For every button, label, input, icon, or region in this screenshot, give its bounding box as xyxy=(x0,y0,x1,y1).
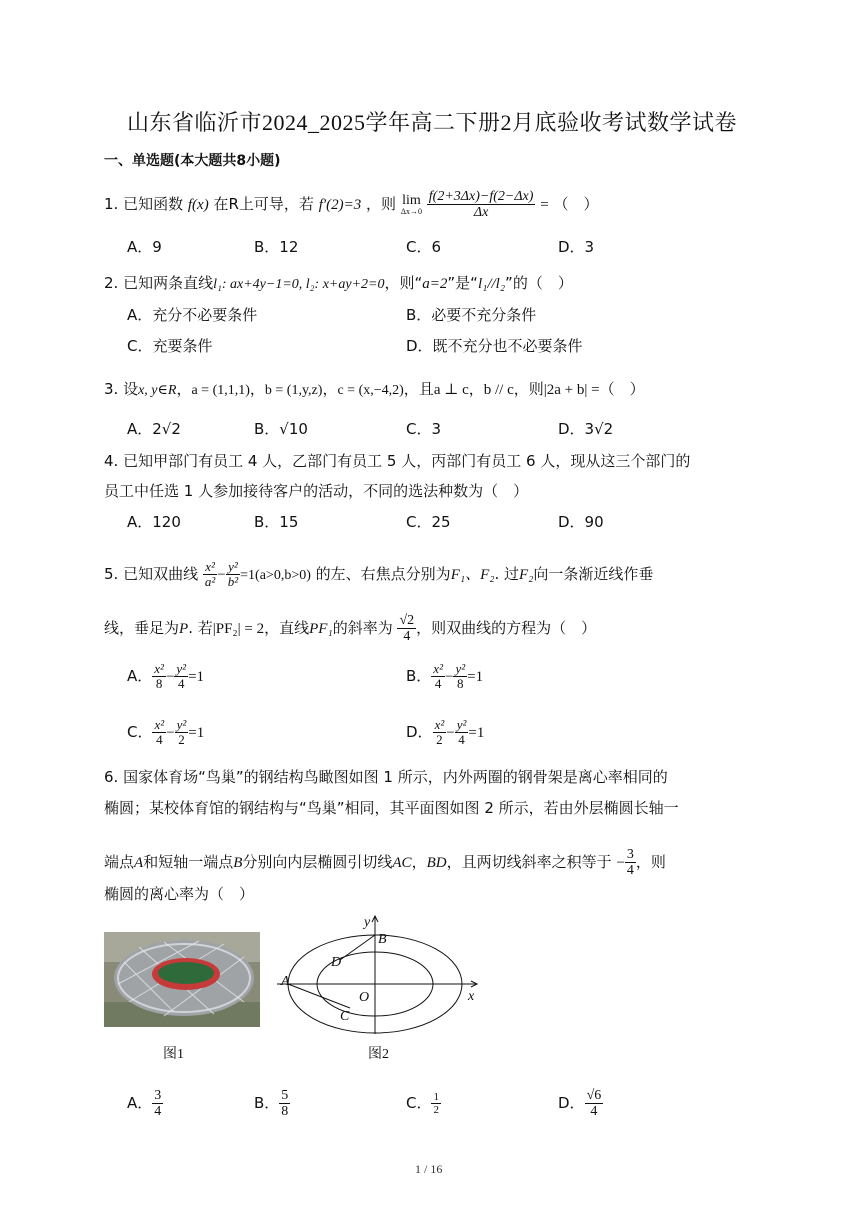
q6-option-c: C． $\frac{1}{2}$ xyxy=(406,1090,439,1116)
q5-equation: =1(a>0,b>0) xyxy=(240,568,311,583)
label-c: C xyxy=(340,1009,350,1024)
q4-option-d: D．90 xyxy=(558,513,604,531)
q2-condition: a=2 xyxy=(422,276,448,292)
q5-pf2: |PF₂| = 2 xyxy=(212,621,265,637)
q1-option-d: D．3 xyxy=(558,238,595,256)
label-x: x xyxy=(468,989,475,1004)
question-1: 1. 已知函数 f(x) 在R上可导，若 f′(2)=3 ，则 lim Δx→0 $\frac{f(2+3\Delta x)-f(2-\Delta x)}{\Delta x}$ = （ ） xyxy=(104,188,599,220)
q1-option-b: B．12 xyxy=(254,238,299,256)
q1-fraction: $\frac{f(2+3\Delta x)-f(2-\Delta x)}{\Delta x}$ xyxy=(428,188,534,220)
q5-pf1: PF₁ xyxy=(309,621,333,637)
q2-option-a: A．充分不必要条件 xyxy=(127,306,258,324)
q4-option-c: C．25 xyxy=(406,513,451,531)
question-6-line2: 椭圆；某校体育馆的钢结构与“鸟巢”相同，其平面图如图 2 所示，若由外层椭圆长轴一 xyxy=(104,799,679,817)
q1-prefix: 1. 已知函数 xyxy=(104,195,184,213)
q6-tangent-ac: AC xyxy=(392,855,412,871)
q5-option-a: A． $\frac{\text{x²}}{8}$ − $\frac{\text{y²}}{4}$ =1 xyxy=(127,660,205,691)
label-y: y xyxy=(364,915,371,930)
question-5-line2: 线，垂足为P. 若|PF₂| = 2，直线PF₁的斜率为 $\frac{√2}{4}$ ，则双曲线的方程为（ ） xyxy=(104,612,597,644)
q3-expression: |2a + b| = xyxy=(543,382,600,398)
q3-parallel: b // c xyxy=(483,382,514,398)
section-heading: 一、单选题(本大题共8小题) xyxy=(104,153,281,169)
q2-option-c: C．充要条件 xyxy=(127,337,213,355)
q3-option-c: C．3 xyxy=(406,420,442,438)
q2-option-d: D．既不充分也不必要条件 xyxy=(406,337,583,355)
q5-option-c: C． $\frac{\text{x²}}{4}$ − $\frac{\text{y²}}{2}$ =1 xyxy=(127,716,205,747)
bird-nest-photo xyxy=(104,932,260,1027)
q3-option-b: B．√10 xyxy=(254,420,308,438)
q5-foci: F₁、F₂ xyxy=(450,567,495,583)
q3-vector-b: b = (1,y,z) xyxy=(264,383,323,398)
q3-option-a: A．2√2 xyxy=(127,420,181,438)
q5-point-p: P xyxy=(179,621,189,637)
q3-perp: a ⊥ c xyxy=(433,382,469,398)
label-a: A xyxy=(281,974,290,989)
label-d: D xyxy=(331,955,342,970)
q4-option-a: A．120 xyxy=(127,513,181,531)
q4-option-b: B．15 xyxy=(254,513,299,531)
figure-2-caption: 图2 xyxy=(368,1047,389,1062)
q1-condition: f′(2)=3 xyxy=(318,197,362,213)
page-number: 1 / 16 xyxy=(415,1162,443,1176)
q1-text: 在R上可导，若 xyxy=(213,195,314,213)
tangent-bd xyxy=(340,935,375,960)
page-title: 山东省临沂市2024_2025学年高二下册2月底验收考试数学试卷 xyxy=(127,110,738,135)
tangent-ac xyxy=(288,984,350,1008)
question-3: 3. 设x, y∈R，a = (1,1,1)，b = (1,y,z)，c = (x,−4,2)，且a ⊥ c，b // c，则|2a + b| =（ ） xyxy=(104,380,645,398)
q3-domain: x, y∈R xyxy=(138,383,177,398)
q2-parallel: l₁//l₂ xyxy=(477,276,506,292)
question-5-line1: 5. 已知双曲线 $\frac{\text{x²}}{\text{a²}}$ − $\frac{\text{y²}}{\text{b²}}$ =1(a>0,b>0) 的左、右焦点分别为F₁、F₂. 过F₂向一条渐近线作垂 xyxy=(104,558,654,589)
label-o: O xyxy=(359,990,370,1005)
q1-limit: lim Δx→0 xyxy=(400,192,422,216)
q1-text2: ，则 xyxy=(366,195,397,213)
q1-option-c: C．6 xyxy=(406,238,442,256)
question-4-line1: 4. 已知甲部门有员工 4 人，乙部门有员工 5 人，丙部门有员工 6 人，现从这三个部门的 xyxy=(104,452,691,470)
q6-tangent-bd: BD xyxy=(426,855,447,871)
q5-option-d: D． $\frac{\text{x²}}{2}$ − $\frac{\text{y²}}{4}$ =1 xyxy=(406,716,485,747)
q3-vector-a: a = (1,1,1) xyxy=(191,383,250,398)
q6-option-b: B． $\frac{5}{8}$ xyxy=(254,1087,289,1119)
question-2: 2. 已知两条直线l₁: ax+4y−1=0, l₂: x+ay+2=0，则“a=2”是“l₁//l₂”的（ ） xyxy=(104,274,573,292)
q6-option-a: A． $\frac{3}{4}$ xyxy=(127,1087,162,1119)
label-b: B xyxy=(378,932,387,947)
q1-option-a: A．9 xyxy=(127,238,162,256)
q1-function: f(x) xyxy=(187,197,209,213)
question-4-line2: 员工中任选 1 人参加接待客户的活动，不同的选法种数为（ ） xyxy=(104,482,529,500)
q5-option-b: B． $\frac{\text{x²}}{4}$ − $\frac{\text{y²}}{8}$ =1 xyxy=(406,660,484,691)
ellipse-diagram xyxy=(272,912,482,1037)
q6-option-d: D． $\frac{√6}{4}$ xyxy=(558,1087,602,1119)
q3-option-d: D．3√2 xyxy=(558,420,614,438)
figure-1-caption: 图1 xyxy=(163,1047,184,1062)
question-6-line4: 椭圆的离心率为（ ） xyxy=(104,885,255,903)
q3-vector-c: c = (x,−4,2) xyxy=(337,383,404,398)
question-6-line3: 端点A和短轴一端点B分别向内层椭圆引切线AC，BD，且两切线斜率之积等于 − $\frac{3}{4}$ ，则 xyxy=(104,846,666,878)
question-6-line1: 6. 国家体育场“鸟巢”的钢结构鸟瞰图如图 1 所示，内外两圈的钢骨架是离心率相同的 xyxy=(104,768,668,786)
q2-lines: l₁: ax+4y−1=0, l₂: x+ay+2=0 xyxy=(213,277,385,292)
q2-option-b: B．必要不充分条件 xyxy=(406,306,537,324)
